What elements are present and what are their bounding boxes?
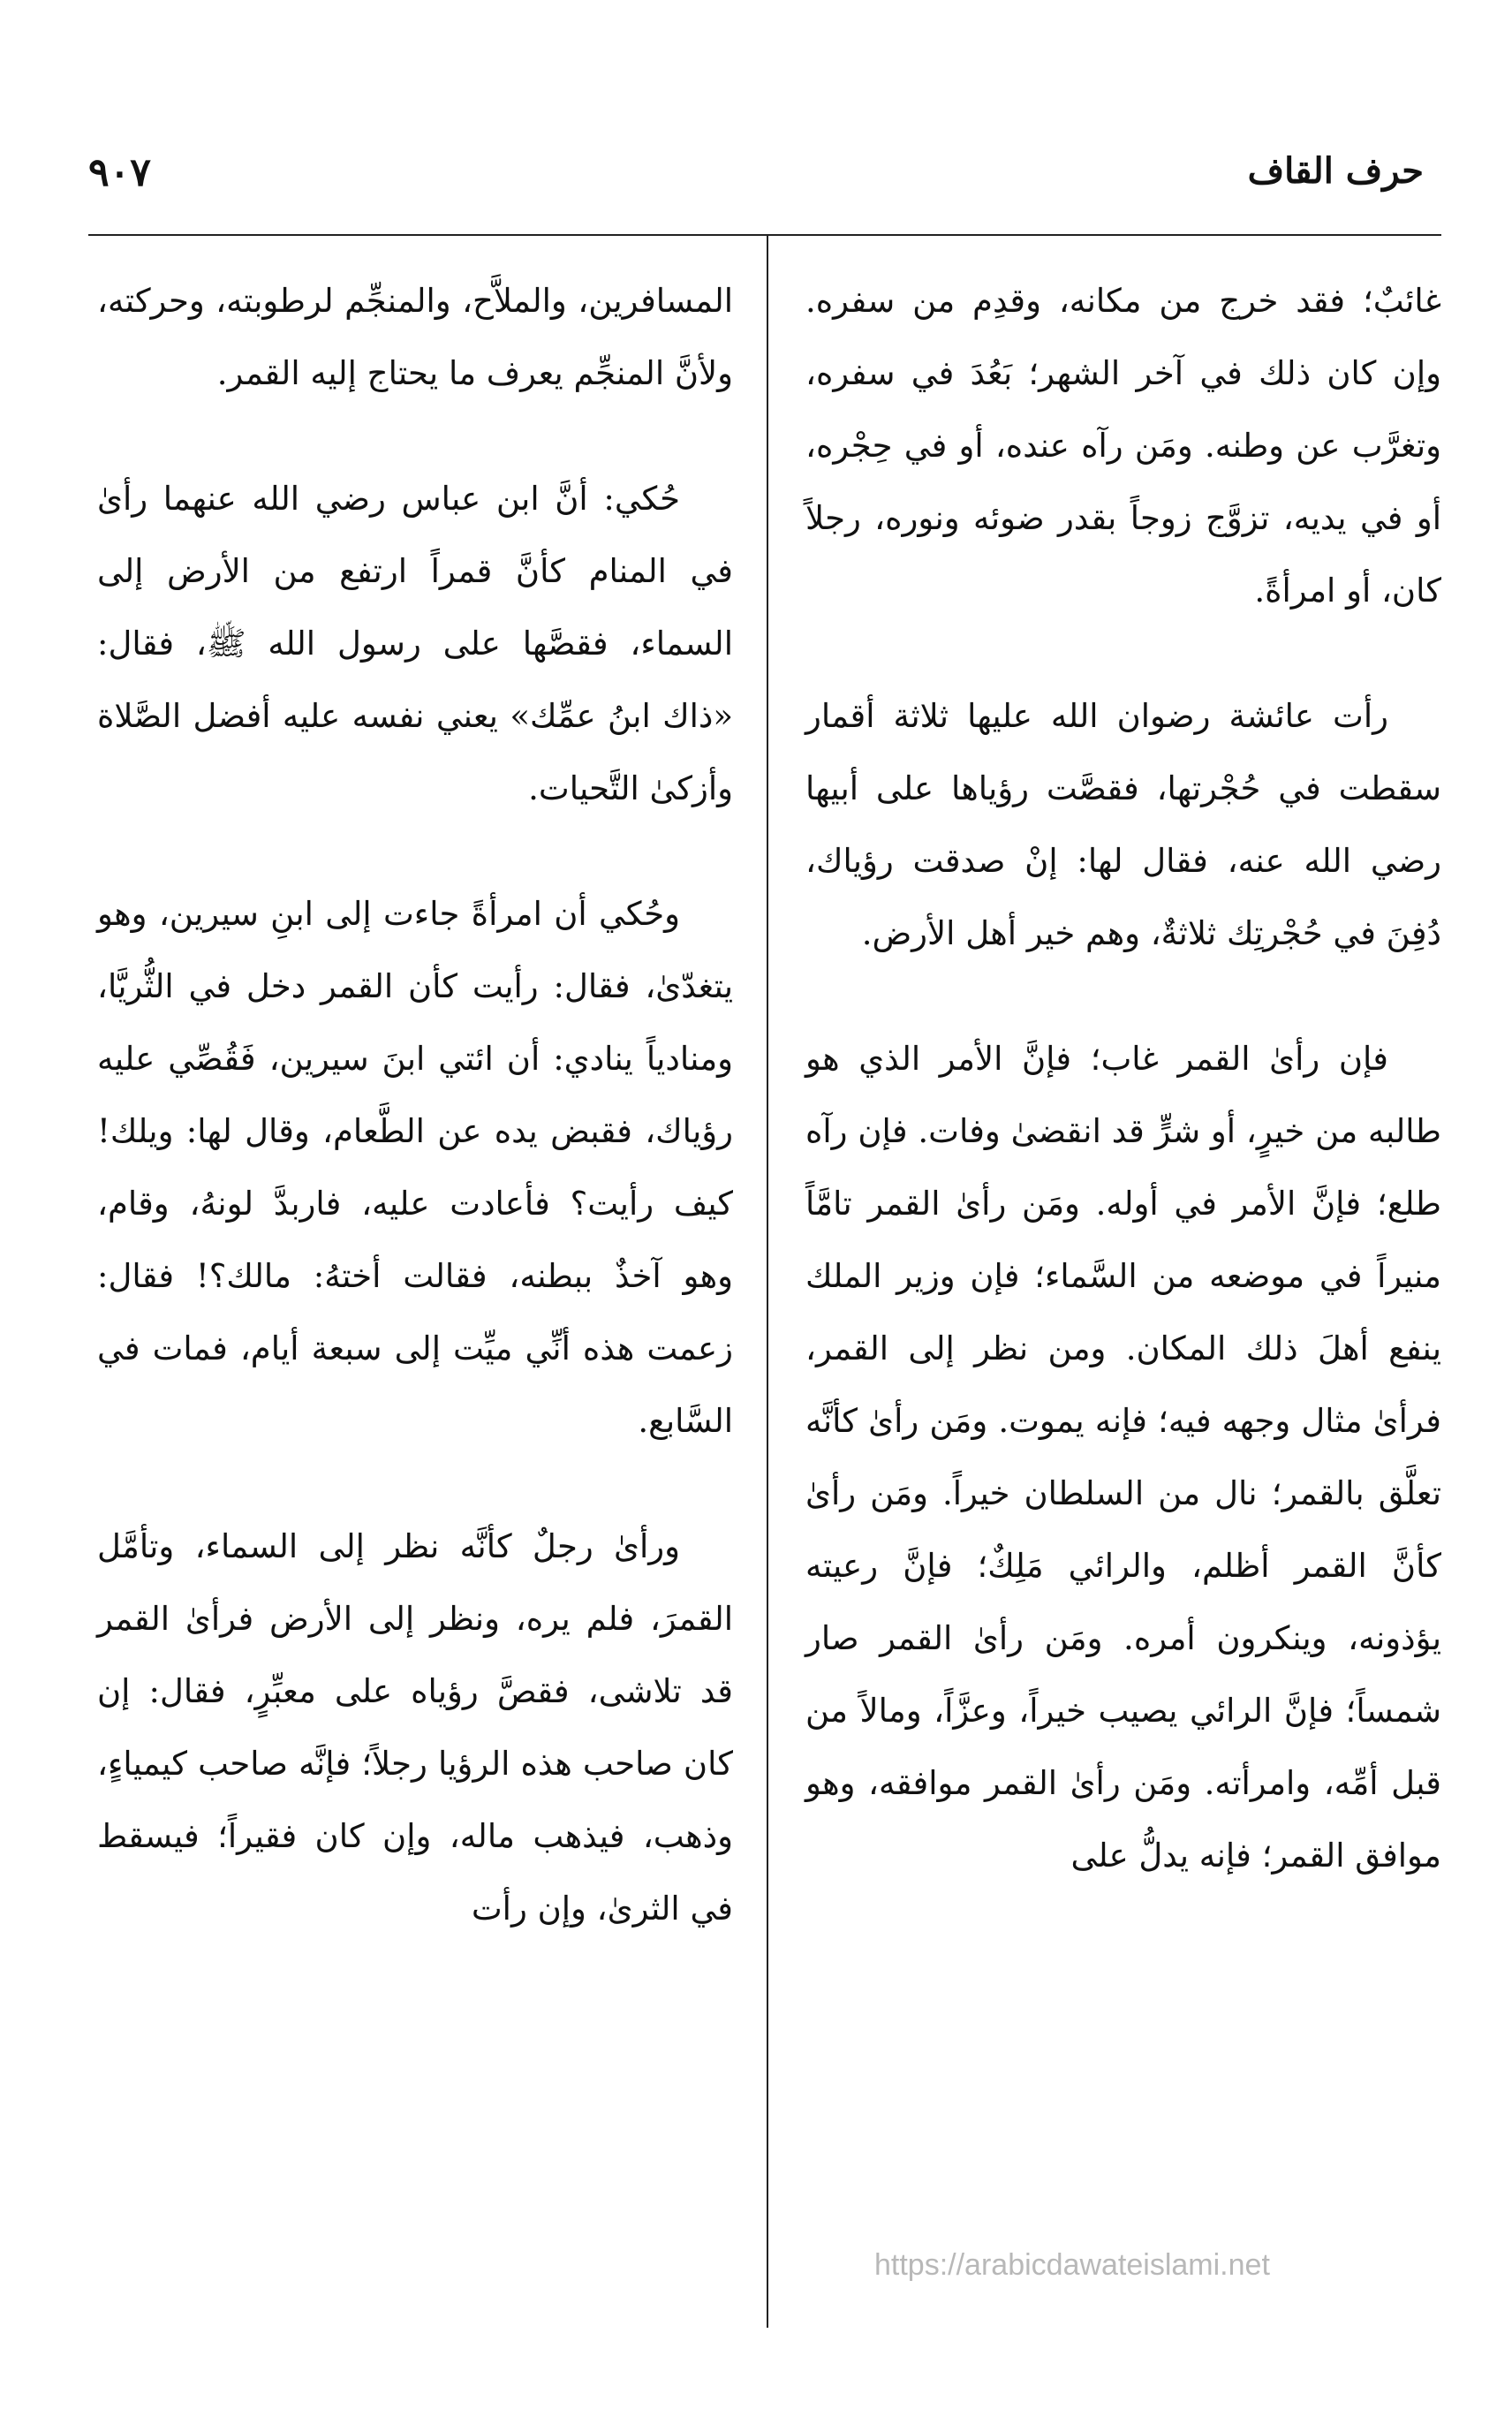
page-header xyxy=(88,150,1424,212)
header-rule xyxy=(88,234,1441,236)
paragraph: وحُكي أن امرأةً جاءت إلى ابنِ سيرين، وهو يتغدّىٰ، فقال: رأيت كأن القمر دخل في الثُّريَّا، ومنادياً ينادي: أن ائتي ابنَ سيرين، فَقُصِّي عليه رؤياك، فقبض يده عن الطَّعام، وقال لها: ويلك! كيف رأيت؟ فأعادت عليه، فاربدَّ لونهُ، وقام، وهو آخذٌ ببطنه، فقالت أختهُ: مالك؟! فقال: زعمت هذه أنِّي ميِّت إلى سبعة أيام، فمات في السَّابع. xyxy=(97,895,733,1440)
column-divider xyxy=(767,234,768,2328)
paragraph: المسافرين، والملاَّح، والمنجِّم لرطوبته، وحركته، ولأنَّ المنجِّم يعرف ما يحتاج إليه القمر. xyxy=(97,282,733,392)
section-title: حرف القاف xyxy=(1247,150,1424,192)
paragraph: ورأىٰ رجلٌ كأنَّه نظر إلى السماء، وتأمَّل القمرَ، فلم يره، ونظر إلى الأرض فرأىٰ القمر قد تلاشى، فقصَّ رؤياه على معبِّرٍ، فقال: إن كان صاحب هذه الرؤيا رجلاً؛ فإنَّه صاحب كيمياءٍ، وذهب، فيذهب ماله، وإن كان فقيراً؛ فيسقط في الثرىٰ، وإن رأت xyxy=(97,1527,733,1928)
paragraph: حُكي: أنَّ ابن عباس رضي الله عنهما رأىٰ في المنام كأنَّ قمراً ارتفع من الأرض إلى السماء، فقصَّها على رسول الله ﷺ، فقال: «ذاك ابنُ عمِّك» يعني نفسه عليه أفضل الصَّلاة وأزكىٰ التَّحيات. xyxy=(97,480,733,807)
watermark: https://arabicdawateislami.net xyxy=(874,2248,1270,2282)
left-column xyxy=(97,265,733,1998)
right-column xyxy=(805,265,1441,1945)
paragraph: فإن رأىٰ القمر غاب؛ فإنَّ الأمر الذي هو طالبه من خيرٍ، أو شرٍّ قد انقضىٰ وفات. فإن رآه طلع؛ فإنَّ الأمر في أوله. ومَن رأىٰ القمر تامَّاً منيراً في موضعه من السَّماء؛ فإن وزير الملك ينفع أهلَ ذلك المكان. ومن نظر إلى القمر، فرأىٰ مثال وجهه فيه؛ فإنه يموت. ومَن رأىٰ كأنَّه تعلَّق بالقمر؛ نال من السلطان خيراً. ومَن رأىٰ كأنَّ القمر أظلم، والرائي مَلِكٌ؛ فإنَّ رعيته يؤذونه، وينكرون أمره. ومَن رأىٰ القمر صار شمساً؛ فإنَّ الرائي يصيب خيراً، وعزَّاً، ومالاً من قبل أمِّه، وامرأته. ومَن رأىٰ القمر موافقه، وهو موافق القمر؛ فإنه يدلُّ على xyxy=(805,1040,1441,1875)
paragraph: رأت عائشة رضوان الله عليها ثلاثة أقمار سقطت في حُجْرتها، فقصَّت رؤياها على أبيها رضي الله عنه، فقال لها: إنْ صدقت رؤياك، دُفِنَ في حُجْرتِك ثلاثةٌ، وهم خير أهل الأرض. xyxy=(805,697,1441,952)
page-number: ٩٠٧ xyxy=(88,150,151,195)
paragraph: غائبٌ؛ فقد خرج من مكانه، وقدِم من سفره. وإن كان ذلك في آخر الشهر؛ بَعُدَ في سفره، وتغرَّب عن وطنه. ومَن رآه عنده، أو في حِجْره، أو في يديه، تزوَّج زوجاً بقدر ضوئه ونوره، رجلاً كان، أو امرأةً. xyxy=(805,282,1441,610)
